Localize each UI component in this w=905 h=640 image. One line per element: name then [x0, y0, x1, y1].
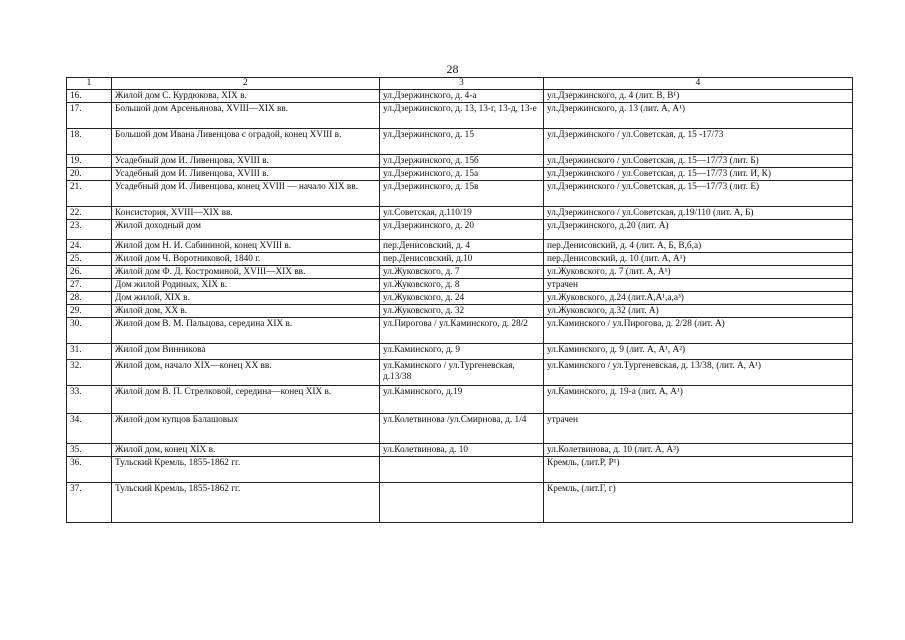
object-address: ул.Жуковского, д. 7 [380, 266, 544, 279]
object-address: ул.Колетвинова /ул.Смирнова, д. 1/4 [380, 414, 544, 444]
page-number: 28 [446, 62, 459, 76]
object-address: ул.Каминского, д. 9 [380, 344, 544, 360]
object-address: ул.Жуковского, д. 8 [380, 279, 544, 292]
table-row [67, 386, 853, 414]
object-litera: ул.Каминского / ул.Тургеневская, д. 13/38, (лит. А, А¹) [544, 360, 853, 386]
object-address: ул.Дзержинского, д. 4-а [380, 90, 544, 103]
table-row [67, 457, 853, 483]
row-number: 19. [67, 155, 112, 168]
object-litera: ул.Колетвинова, д. 10 (лит. А, А³) [544, 444, 853, 457]
object-litera: пер.Денисовский, д. 4 (лит. А, Б, В,б,а) [544, 240, 853, 253]
object-litera: ул.Дзержинского, д.20 (лит. А) [544, 220, 853, 240]
object-name: Усадебный дом И. Ливенцова, XVIII в. [112, 155, 380, 168]
object-address: ул.Жуковского, д. 32 [380, 305, 544, 318]
row-number: 24. [67, 240, 112, 253]
object-litera: Кремль, (лит.Г, г) [544, 483, 853, 523]
heritage-register-table [66, 77, 853, 523]
row-number: 22. [67, 207, 112, 220]
table-row [67, 360, 853, 386]
object-name: Консистория, XVIII—XIX вв. [112, 207, 380, 220]
object-address [380, 457, 544, 483]
object-name: Жилой доходный дом [112, 220, 380, 240]
row-number: 27. [67, 279, 112, 292]
object-address: пер.Денисовский, д.10 [380, 253, 544, 266]
row-number: 34. [67, 414, 112, 444]
table-row [67, 155, 853, 168]
object-name: Дом жилой Родиных, XIX в. [112, 279, 380, 292]
object-address: ул.Дзержинского, д. 13, 13-г, 13-д, 13-е [380, 103, 544, 129]
object-litera: утрачен [544, 279, 853, 292]
row-number: 36. [67, 457, 112, 483]
row-number: 21. [67, 181, 112, 207]
object-litera: Кремль, (лит.Р, Р¹) [544, 457, 853, 483]
table-row [67, 266, 853, 279]
table-row [67, 240, 853, 253]
object-address [380, 483, 544, 523]
object-name: Дом жилой, XIX в. [112, 292, 380, 305]
object-name: Жилой дом, конец XIX в. [112, 444, 380, 457]
row-number: 23. [67, 220, 112, 240]
row-number: 37. [67, 483, 112, 523]
object-address: ул.Дзержинского, д. 15в [380, 181, 544, 207]
object-address: ул.Жуковского, д. 24 [380, 292, 544, 305]
table-row [67, 168, 853, 181]
table-row [67, 181, 853, 207]
table-row [67, 483, 853, 523]
table-row [67, 207, 853, 220]
object-litera: утрачен [544, 414, 853, 444]
table-row [67, 305, 853, 318]
table-row [67, 292, 853, 305]
object-litera: ул.Дзержинского, д. 13 (лит. А, А¹) [544, 103, 853, 129]
object-name: Большой дом Арсеньянова, XVIII—XIX вв. [112, 103, 380, 129]
object-litera: ул.Дзержинского / ул.Советская, д. 15—17/73 (лит. Б) [544, 155, 853, 168]
object-name: Тульский Кремль, 1855-1862 гг. [112, 483, 380, 523]
object-name: Жилой дом, начало XIX—конец XX вв. [112, 360, 380, 386]
row-number: 20. [67, 168, 112, 181]
object-name: Жилой дом В. М. Пальцова, середина XIX в. [112, 318, 380, 344]
row-number: 35. [67, 444, 112, 457]
object-address: ул.Пирогова / ул.Каминского, д. 28/2 [380, 318, 544, 344]
table-row [67, 344, 853, 360]
object-litera: ул.Дзержинского, д. 4 (лит. В, В¹) [544, 90, 853, 103]
object-address: ул.Дзержинского, д. 15б [380, 155, 544, 168]
object-litera: ул.Дзержинского / ул.Советская, д. 15—17/73 (лит. Е) [544, 181, 853, 207]
table-row [67, 253, 853, 266]
object-name: Жилой дом Ч. Воротниковой, 1840 г. [112, 253, 380, 266]
table-row [67, 220, 853, 240]
row-number: 30. [67, 318, 112, 344]
object-name: Жилой дом Ф. Д. Костроминой, XVIII—XIX вв. [112, 266, 380, 279]
row-number: 31. [67, 344, 112, 360]
table-row [67, 90, 853, 103]
column-header-4: 4 [544, 78, 853, 90]
object-address: ул.Колетвинова, д. 10 [380, 444, 544, 457]
row-number: 17. [67, 103, 112, 129]
table-row [67, 129, 853, 155]
object-name: Жилой дом, XX в. [112, 305, 380, 318]
column-header-2: 2 [112, 78, 380, 90]
object-litera: ул.Дзержинского / ул.Советская, д. 15—17/73 (лит. И, К) [544, 168, 853, 181]
row-number: 29. [67, 305, 112, 318]
object-litera: ул.Каминского, д. 9 (лит. А, А¹, А²) [544, 344, 853, 360]
object-name: Усадебный дом И. Ливенцова, конец XVIII — начало XIX вв. [112, 181, 380, 207]
column-header-1: 1 [67, 78, 112, 90]
object-address: пер.Денисовский, д. 4 [380, 240, 544, 253]
object-litera: ул.Дзержинского / ул.Советская, д. 15 -17/73 [544, 129, 853, 155]
object-litera: пер.Денисовский, д. 10 (лит. А, А¹) [544, 253, 853, 266]
object-litera: ул.Каминского, д. 19-а (лит. А, А¹) [544, 386, 853, 414]
table-row [67, 444, 853, 457]
table-row [67, 318, 853, 344]
object-litera: ул.Каминского / ул.Пирогова, д. 2/28 (лит. А) [544, 318, 853, 344]
table-row [67, 414, 853, 444]
table-header-row [67, 78, 853, 90]
object-address: ул.Дзержинского, д. 15а [380, 168, 544, 181]
object-litera: ул.Жуковского, д.24 (лит.А,А¹,а,а³) [544, 292, 853, 305]
object-address: ул.Дзержинского, д. 15 [380, 129, 544, 155]
object-litera: ул.Дзержинского / ул.Советская, д.19/110 (лит. А, Б) [544, 207, 853, 220]
column-header-3: 3 [380, 78, 544, 90]
object-name: Усадебный дом И. Ливенцова, XVIII в. [112, 168, 380, 181]
object-litera: ул.Жуковского, д. 7 (лит. А, А¹) [544, 266, 853, 279]
object-name: Жилой дом С. Курдюкова, XIX в. [112, 90, 380, 103]
object-address: ул.Каминского, д.19 [380, 386, 544, 414]
object-name: Большой дом Ивана Ливенцова с оградой, конец XVIII в. [112, 129, 380, 155]
row-number: 25. [67, 253, 112, 266]
object-address: ул.Каминского / ул.Тургеневская, д.13/38 [380, 360, 544, 386]
row-number: 28. [67, 292, 112, 305]
row-number: 26. [67, 266, 112, 279]
object-name: Жилой дом купцов Балашовых [112, 414, 380, 444]
object-name: Жилой дом В. П. Стрелковой, середина—конец XIX в. [112, 386, 380, 414]
object-address: ул.Дзержинского, д. 20 [380, 220, 544, 240]
row-number: 32. [67, 360, 112, 386]
row-number: 18. [67, 129, 112, 155]
object-name: Тульский Кремль, 1855-1862 гг. [112, 457, 380, 483]
object-address: ул.Советская, д.110/19 [380, 207, 544, 220]
object-litera: ул.Жуковского, д.32 (лит. А) [544, 305, 853, 318]
row-number: 33. [67, 386, 112, 414]
row-number: 16. [67, 90, 112, 103]
object-name: Жилой дом Н. И. Сабининой, конец XVIII в. [112, 240, 380, 253]
table-row [67, 103, 853, 129]
object-name: Жилой дом Винникова [112, 344, 380, 360]
table-row [67, 279, 853, 292]
